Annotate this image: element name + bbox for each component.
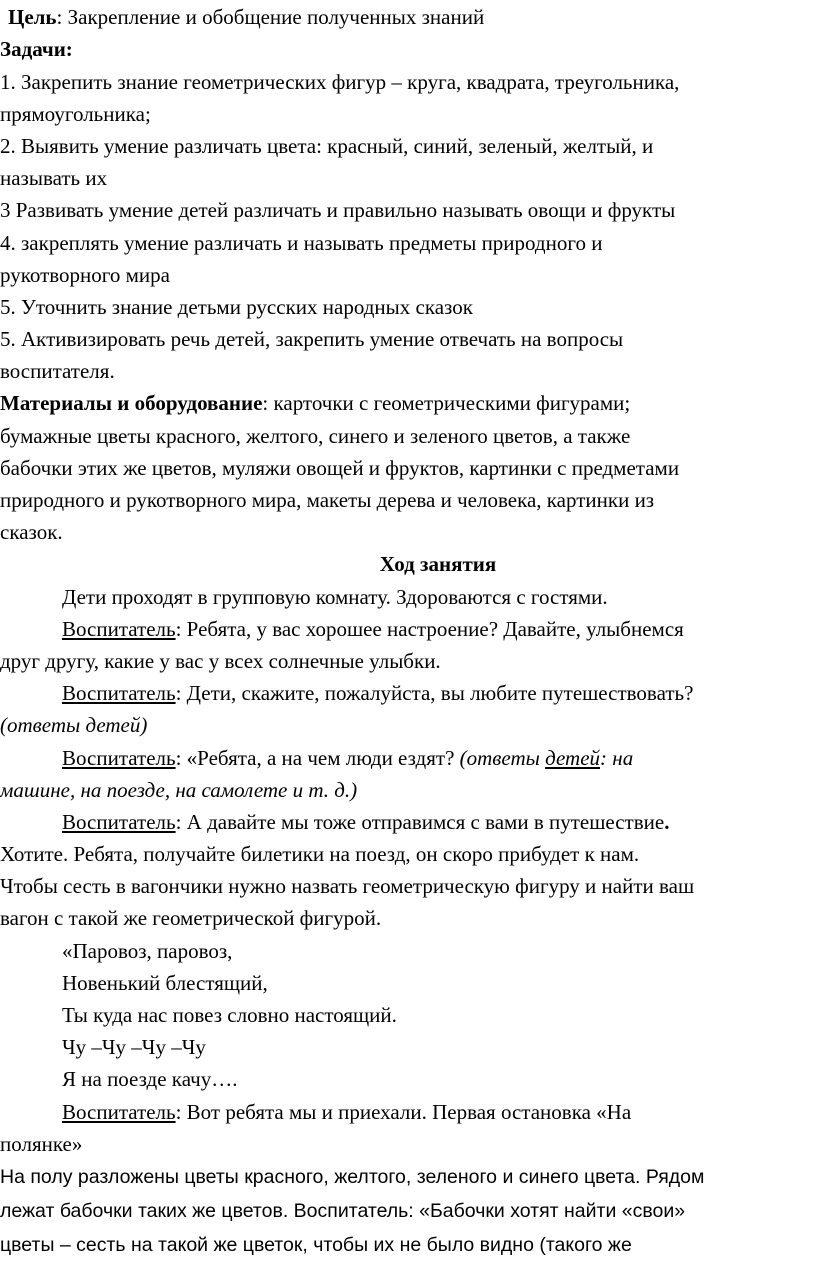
task-line: 1. Закрепить знание геометрических фигур – круга, квадрата, треугольника, (0, 70, 680, 94)
goal-line (8, 1, 816, 33)
final-paragraph-line: На полу разложены цветы красного, желтого, зеленого и синего цвета. Рядом (0, 1166, 705, 1188)
materials-line: Материалы и оборудование: карточки с геометрическими фигурами; (0, 391, 631, 415)
task-line: 5. Уточнить знание детьми русских народных сказок (0, 295, 473, 319)
goal-label: Цель (8, 5, 57, 29)
task-line: рукотворного мира (0, 263, 170, 287)
task-line: 2. Выявить умение различать цвета: красный, синий, зеленый, желтый, и (0, 134, 654, 158)
speaker-label: Воспитатель (62, 810, 176, 834)
poem-line: Ты куда нас повез словно настоящий. (62, 1003, 397, 1027)
poem-line: «Паровоз, паровоз, (62, 939, 233, 963)
dialogue-line: Воспитатель: Ребята, у вас хорошее настроение? Давайте, улыбнемся (62, 617, 684, 641)
task-line: 4. закреплять умение различать и называть предметы природного и (0, 231, 603, 255)
poem-line: Чу –Чу –Чу –Чу (62, 1035, 206, 1059)
dialogue-line: (ответы детей) (0, 713, 148, 737)
speaker-label: Воспитатель (62, 1100, 176, 1124)
dialogue-line: друг другу, какие у вас у всех солнечные улыбки. (0, 649, 441, 673)
speaker-label: Воспитатель (62, 681, 176, 705)
materials-line: сказок. (0, 520, 63, 544)
goal-text: : Закрепление и обобщение полученных знаний (56, 5, 485, 29)
dialogue-line: Воспитатель: А давайте мы тоже отправимся с вами в путешествие. (62, 810, 670, 834)
lesson-intro: Дети проходят в групповую комнату. Здороваются с гостями. (62, 585, 608, 609)
materials-line: природного и рукотворного мира, макеты дерева и человека, картинки из (0, 488, 655, 512)
materials-label: Материалы и оборудование (0, 391, 263, 415)
materials-line: бабочки этих же цветов, муляжи овощей и фруктов, картинки с предметами (0, 456, 680, 480)
tasks-heading: Задачи: (0, 37, 73, 61)
dialogue-line: Воспитатель: «Ребята, а на чем люди ездят? (ответы детей: на (62, 746, 634, 770)
dialogue-line: машине, на поезде, на самолете и т. д.) (0, 778, 358, 802)
dialogue-line: Воспитатель: Вот ребята мы и приехали. Первая остановка «На (62, 1100, 632, 1124)
dialogue-line: полянке» (0, 1132, 83, 1156)
task-line: прямоугольника; (0, 102, 151, 126)
final-paragraph-line: лежат бабочки таких же цветов. Воспитатель: «Бабочки хотят найти «свои» (0, 1200, 686, 1222)
task-line: 5. Активизировать речь детей, закрепить умение отвечать на вопросы (0, 327, 624, 351)
final-paragraph-line: цветы – сесть на такой же цветок, чтобы их не было видно (такого же (0, 1234, 632, 1256)
speaker-label: Воспитатель (62, 617, 176, 641)
dialogue-line: Воспитатель: Дети, скажите, пожалуйста, вы любите путешествовать? (62, 681, 694, 705)
dialogue-line: вагон с такой же геометрической фигурой. (0, 906, 382, 930)
poem-line: Я на поезде качу…. (62, 1067, 238, 1091)
poem-line: Новенький блестящий, (62, 971, 268, 995)
task-line: 3 Развивать умение детей различать и правильно называть овощи и фрукты (0, 198, 676, 222)
materials-line: бумажные цветы красного, желтого, синего и зеленого цветов, а также (0, 424, 631, 448)
task-line: называть их (0, 166, 108, 190)
task-line: воспитателя. (0, 359, 115, 383)
dialogue-line: Чтобы сесть в вагончики нужно назвать геометрическую фигуру и найти ваш (0, 874, 695, 898)
speaker-label: Воспитатель (62, 746, 176, 770)
lesson-heading: Ход занятия (379, 552, 497, 576)
dialogue-line: Хотите. Ребята, получайте билетики на поезд, он скоро прибудет к нам. (0, 842, 640, 866)
